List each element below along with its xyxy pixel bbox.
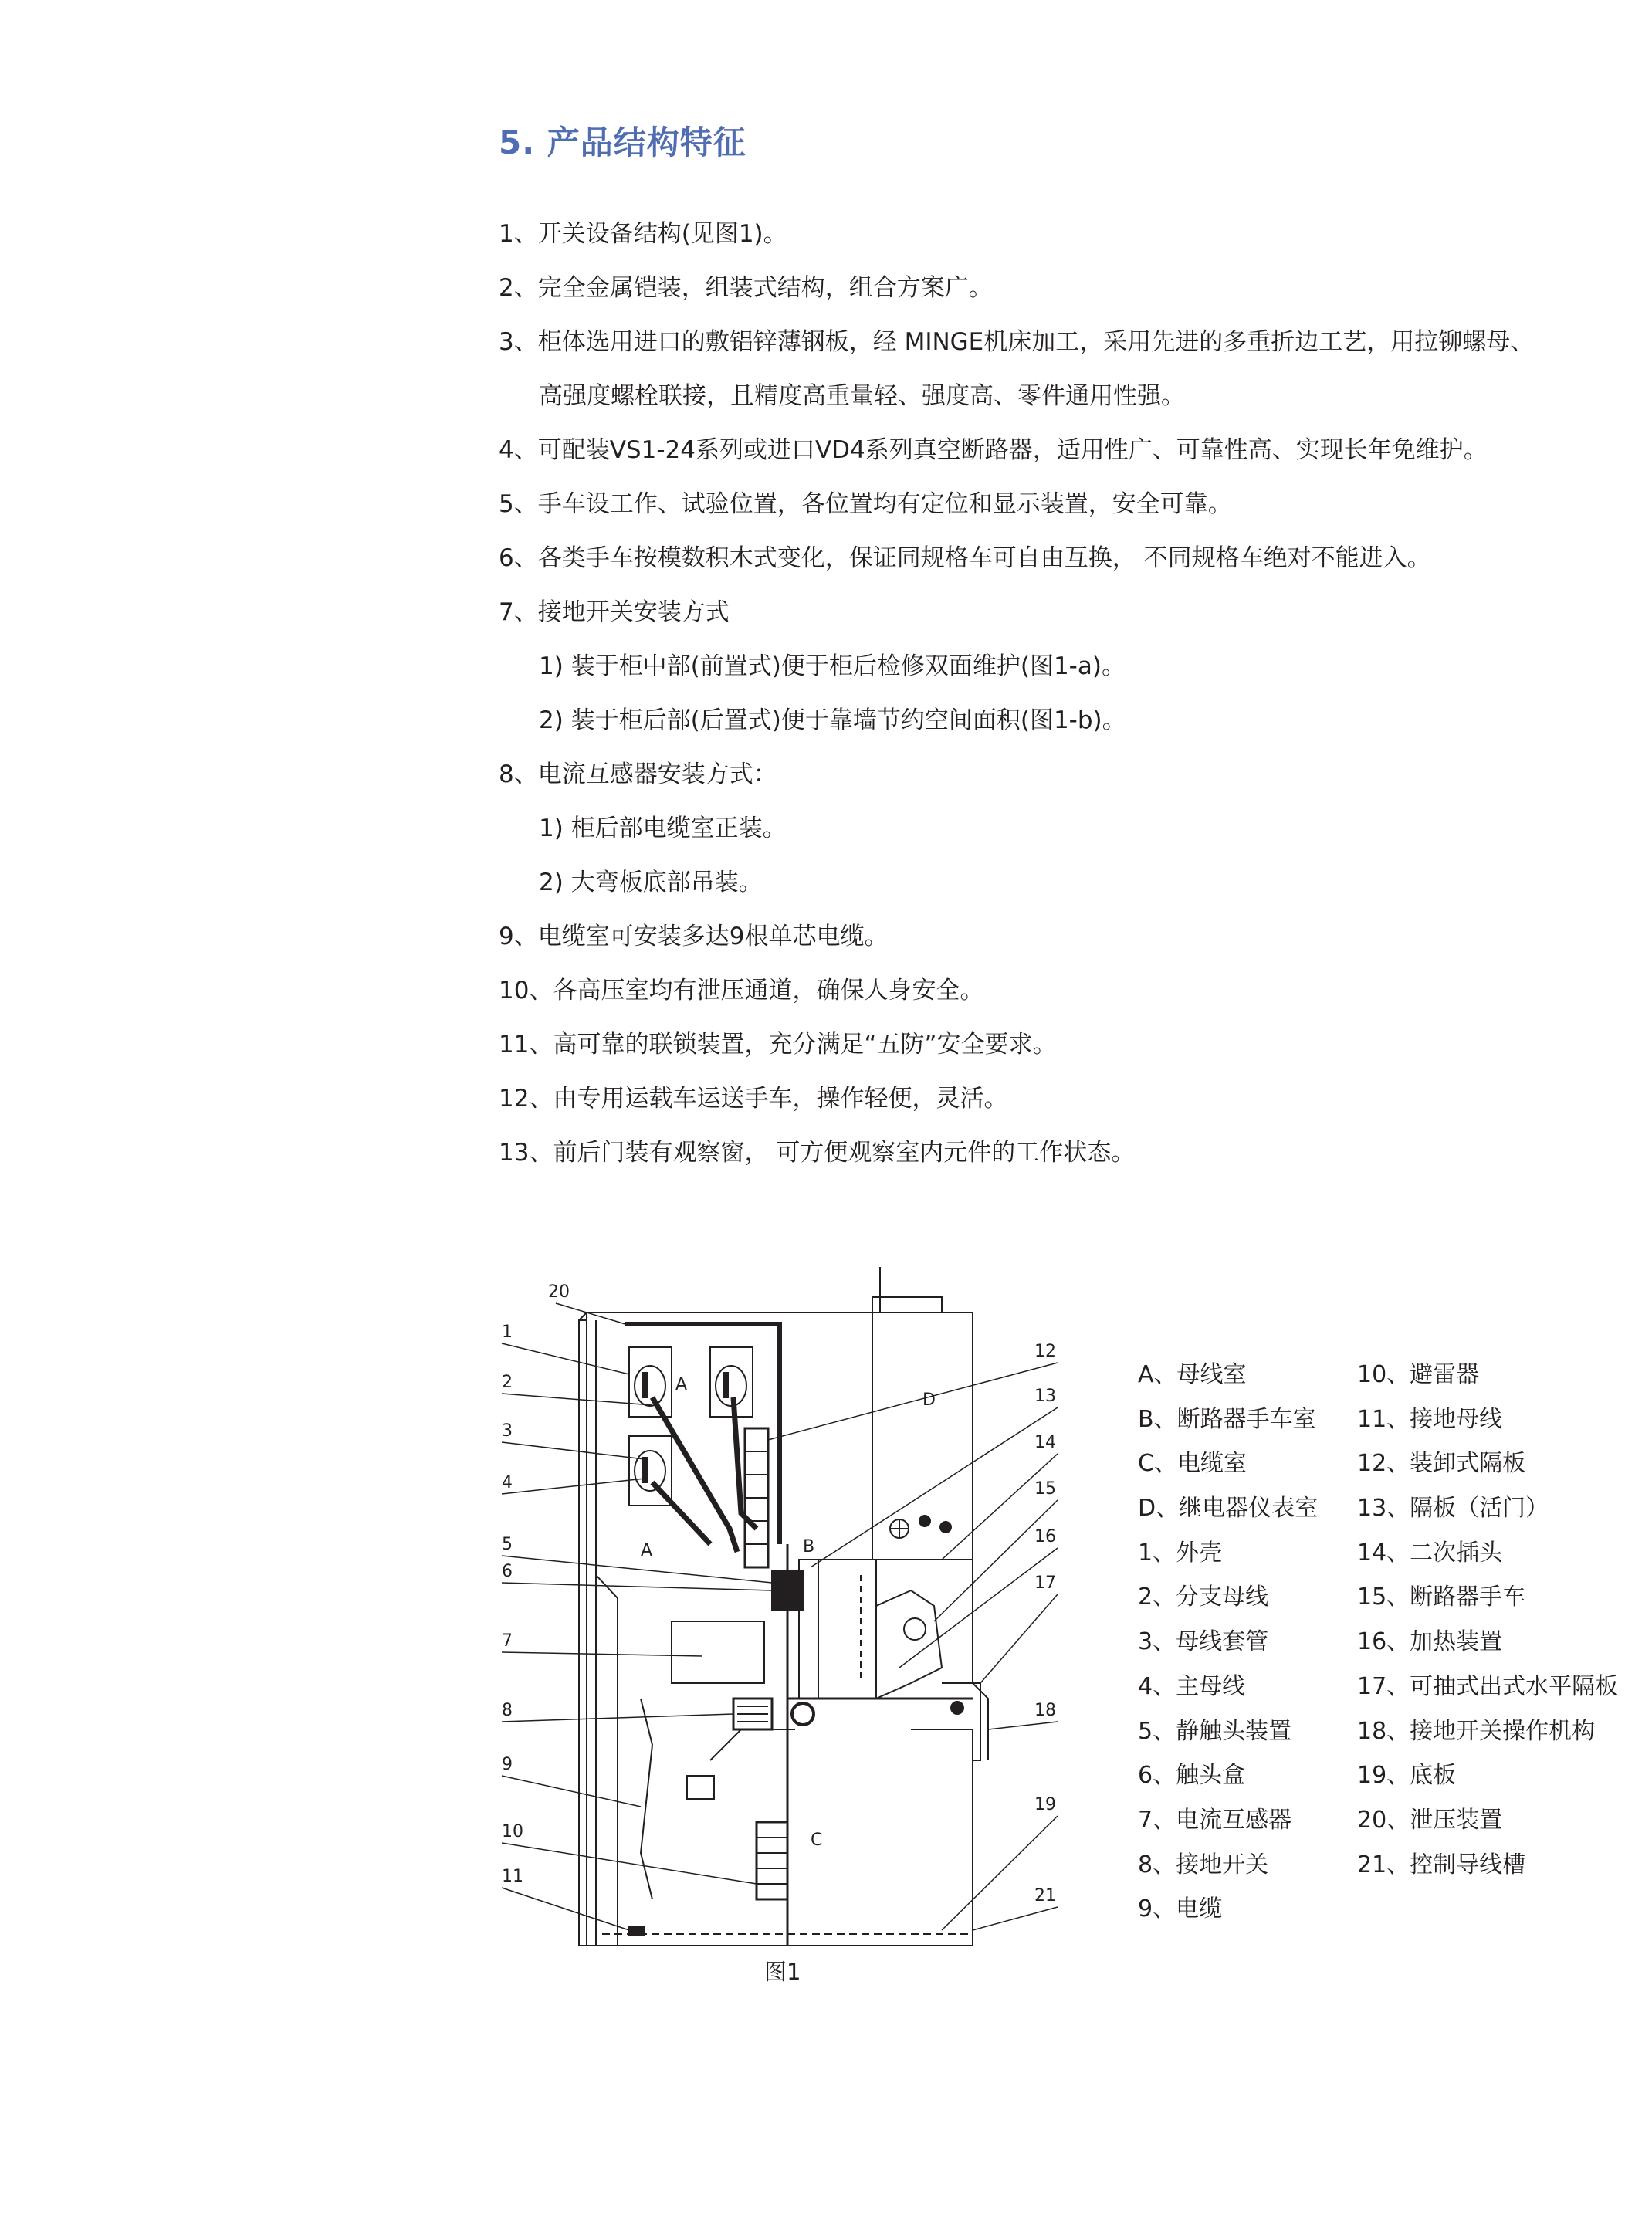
feature-item: 1) 装于柜中部(前置式)便于柜后检修双面维护(图1-a)。 [539,652,1126,680]
legend-item: D、继电器仪表室 [1138,1495,1319,1523]
callout-9: 9 [502,1755,513,1774]
breaker-truck [799,1560,876,1699]
callout-8: 8 [502,1701,513,1720]
callout-20: 20 [548,1282,570,1302]
legend-item: 13、隔板（活门） [1357,1495,1549,1523]
feature-item: 2) 装于柜后部(后置式)便于靠墙节约空间面积(图1-b)。 [539,706,1126,734]
cabinet-frame [579,1320,587,1946]
feature-item: 11、高可靠的联锁装置，充分满足“五防”安全要求。 [499,1031,1057,1059]
callout-7: 7 [502,1631,513,1651]
callout-17: 17 [1034,1573,1056,1593]
pressure-relief [625,1324,780,1544]
feature-item: 12、由专用运载车运送手车，操作轻便，灵活。 [499,1085,1008,1113]
legend-item: 16、加热装置 [1357,1628,1503,1656]
legend-item: 4、主母线 [1138,1672,1246,1700]
feature-item: 高强度螺栓联接，且精度高重量轻、强度高、零件通用性强。 [539,382,1185,410]
section-title: 5. 产品结构特征 [499,124,746,161]
feature-item: 8、电流互感器安装方式： [499,760,777,788]
feature-list [499,207,1641,1180]
region-label-a-top: A [675,1375,688,1394]
feature-item: 9、电缆室可安装多达9根单芯电缆。 [499,923,889,950]
legend-item: A、母线室 [1138,1361,1247,1388]
feature-item: 4、可配装VS1-24系列或进口VD4系列真空断路器，适用性广、可靠性高、实现长年免维护。 [499,436,1488,464]
callout-4: 4 [502,1473,513,1492]
feature-item: 3、柜体选用进口的敷铝锌薄钢板，经 MINGE机床加工，采用先进的多重折边工艺，用拉铆螺母、 [499,328,1535,356]
callout-14: 14 [1034,1433,1056,1452]
legend-item: 7、电流互感器 [1138,1806,1292,1834]
feature-item: 5、手车设工作、试验位置，各位置均有定位和显示装置，安全可靠。 [499,490,1232,518]
diagram-svg [479,1266,1081,1961]
feature-item: 7、接地开关安装方式 [499,598,730,626]
callout-12: 12 [1034,1342,1056,1361]
callout-19: 19 [1034,1795,1056,1814]
legend-item: 1、外壳 [1138,1539,1223,1567]
current-transformer [672,1621,764,1683]
lightning-arrester [757,1822,787,1899]
legend-item: 6、触头盒 [1138,1762,1246,1790]
legend-item: 11、接地母线 [1357,1405,1503,1433]
callout-1: 1 [502,1323,513,1342]
callout-21: 21 [1034,1886,1056,1905]
legend-item: 21、控制导线槽 [1357,1851,1526,1878]
legend-item: B、断路器手车室 [1138,1405,1316,1433]
legend-item: 5、静触头装置 [1138,1717,1292,1745]
callout-13: 13 [1034,1387,1056,1406]
feature-item: 13、前后门装有观察窗， 可方便观察室内元件的工作状态。 [499,1139,1136,1167]
legend-item: 10、避雷器 [1357,1361,1480,1388]
legend-column-2 [1357,1353,1619,1887]
callout-2: 2 [502,1373,513,1392]
callout-3: 3 [502,1421,513,1441]
callout-11: 11 [502,1867,523,1886]
region-label-b: B [803,1537,815,1556]
feature-item: 2) 大弯板底部吊装。 [539,869,763,896]
legend-item: C、电缆室 [1138,1450,1247,1478]
legend-item: 2、分支母线 [1138,1584,1269,1611]
legend-item: 3、母线套管 [1138,1628,1269,1656]
legend-item: 9、电缆 [1138,1895,1223,1923]
callout-16: 16 [1034,1527,1056,1546]
legend-item: 17、可抽式出式水平隔板 [1357,1672,1619,1700]
callout-5: 5 [502,1535,513,1554]
feature-item: 6、各类手车按模数积木式变化，保证同规格车可自由互换， 不同规格车绝对不能进入。 [499,544,1431,572]
callout-15: 15 [1034,1479,1056,1499]
region-label-c: C [811,1831,823,1850]
legend-column-1 [1138,1353,1369,1932]
feature-item: 1) 柜后部电缆室正装。 [539,815,787,842]
legend-item: 8、接地开关 [1138,1851,1269,1878]
callout-6: 6 [502,1562,513,1581]
callout-18: 18 [1034,1701,1056,1720]
region-label-a: A [641,1541,653,1560]
legend-item: 19、底板 [1357,1762,1457,1790]
region-label-d: D [922,1390,936,1410]
switchgear-diagram [479,1266,1081,1964]
feature-item: 10、各高压室均有泄压通道，确保人身安全。 [499,977,984,1004]
legend-item: 15、断路器手车 [1357,1584,1526,1611]
legend-item: 14、二次插头 [1357,1539,1503,1567]
feature-item: 2、完全金属铠装，组装式结构，组合方案广。 [499,274,993,302]
cable [710,1729,795,1760]
legend-item: 12、装卸式隔板 [1357,1450,1526,1478]
feature-item: 1、开关设备结构(见图1)。 [499,220,787,248]
legend-item: 20、泄压装置 [1357,1806,1503,1834]
figure-caption: 图1 [764,1959,801,1985]
callout-10: 10 [502,1822,523,1841]
legend-item: 18、接地开关操作机构 [1357,1717,1596,1745]
